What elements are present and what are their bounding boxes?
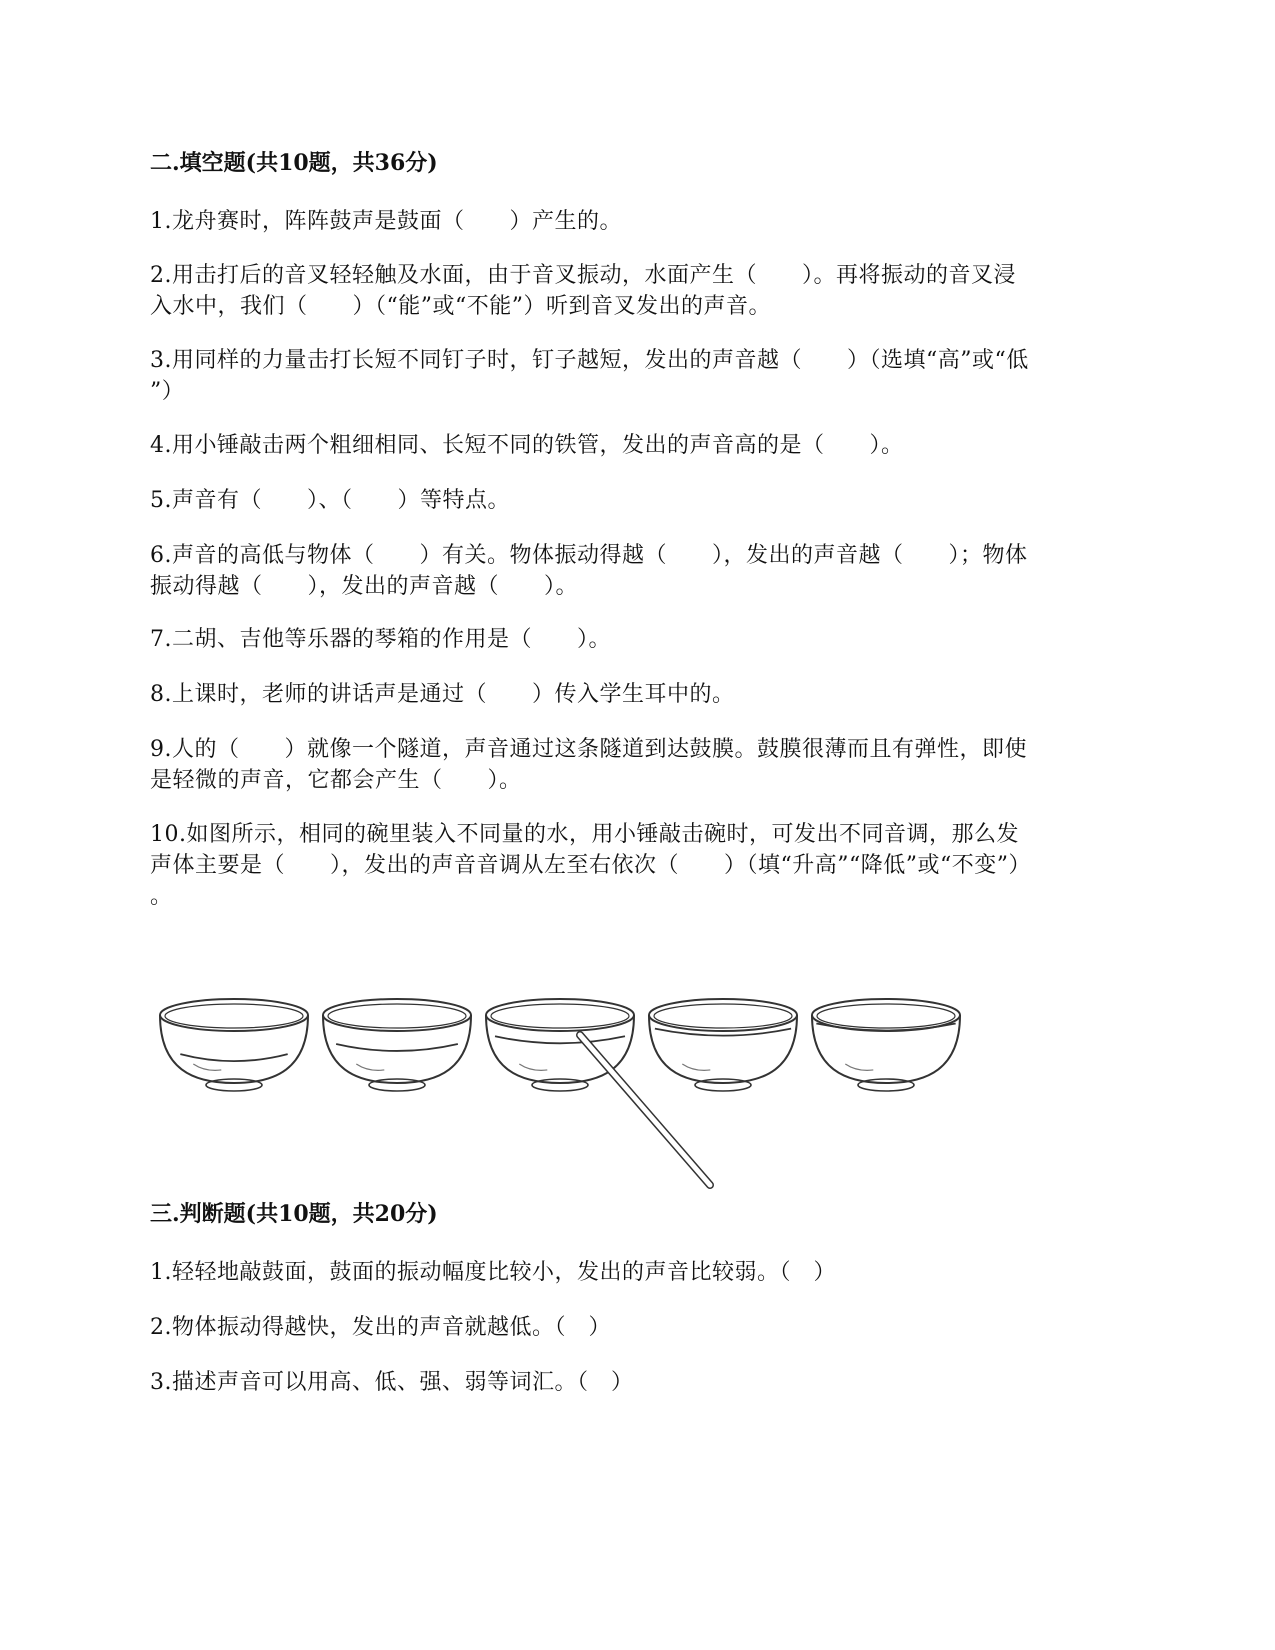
question-line: 4.用小锤敲击两个粗细相同、长短不同的铁管，发出的声音高的是（ ）。: [150, 433, 904, 458]
question-line: 5.声音有（ ）、（ ）等特点。: [150, 488, 510, 513]
question-fill-5: [150, 485, 1110, 516]
question-line: ”）: [150, 379, 185, 404]
question-line: 6.声音的高低与物体（ ）有关。物体振动得越（ ），发出的声音越（ ）；物体: [150, 543, 1028, 568]
bowl: [160, 999, 308, 1091]
question-tf-2: [150, 1312, 1110, 1343]
question-line: 1.龙舟赛时，阵阵鼓声是鼓面（ ）产生的。: [150, 209, 622, 234]
question-fill-8: [150, 679, 1110, 710]
section-title-true-false: 三.判断题(共10题，共20分): [150, 1201, 438, 1227]
bowls-illustration: [158, 985, 1008, 1190]
section-title-fill-blank: 二.填空题(共10题，共36分): [150, 150, 438, 176]
question-fill-1: [150, 206, 1110, 237]
bowl: [812, 999, 960, 1091]
question-line: 振动得越（ ），发出的声音越（ ）。: [150, 574, 579, 599]
question-line: 声体主要是（ ），发出的声音音调从左至右依次（ ）（填“升高”“降低”或“不变”）: [150, 853, 1031, 878]
bowls-figure-svg: [158, 985, 1008, 1190]
question-line: 。: [150, 884, 173, 909]
question-fill-4: [150, 430, 1110, 461]
question-tf-3: [150, 1367, 1110, 1398]
question-fill-7: [150, 624, 1110, 655]
bowl: [649, 999, 797, 1091]
question-fill-9: [150, 734, 1110, 796]
question-fill-2: [150, 260, 1110, 322]
question-fill-10: [150, 819, 1110, 912]
bowl-body: [812, 1015, 960, 1083]
question-line: 2.物体振动得越快，发出的声音就越低。（ ）: [150, 1315, 611, 1340]
bowl-body: [649, 1015, 797, 1083]
question-fill-6: [150, 540, 1110, 602]
question-tf-1: [150, 1257, 1110, 1288]
bowl: [323, 999, 471, 1091]
question-line: 入水中，我们（ ）（“能”或“不能”）听到音叉发出的声音。: [150, 294, 771, 319]
question-line: 8.上课时，老师的讲话声是通过（ ）传入学生耳中的。: [150, 682, 735, 707]
question-line: 9.人的（ ）就像一个隧道，声音通过这条隧道到达鼓膜。鼓膜很薄而且有弹性，即使: [150, 737, 1027, 762]
question-line: 3.描述声音可以用高、低、强、弱等词汇。（ ）: [150, 1370, 634, 1395]
bowl-body: [323, 1015, 471, 1083]
question-line: 是轻微的声音，它都会产生（ ）。: [150, 768, 522, 793]
question-line: 3.用同样的力量击打长短不同钉子时，钉子越短，发出的声音越（ ）（选填“高”或“低: [150, 348, 1029, 373]
question-line: 7.二胡、吉他等乐器的琴箱的作用是（ ）。: [150, 627, 611, 652]
question-fill-3: [150, 345, 1110, 407]
question-line: 1.轻轻地敲鼓面，鼓面的振动幅度比较小，发出的声音比较弱。（ ）: [150, 1260, 836, 1285]
question-line: 2.用击打后的音叉轻轻触及水面，由于音叉振动，水面产生（ ）。再将振动的音叉浸: [150, 263, 1016, 288]
question-line: 10.如图所示，相同的碗里装入不同量的水，用小锤敲击碗时，可发出不同音调，那么发: [150, 822, 1019, 847]
bowl-body: [160, 1015, 308, 1083]
